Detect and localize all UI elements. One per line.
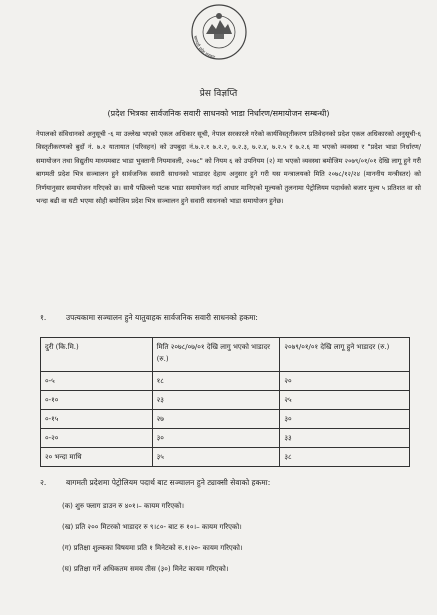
- table-header-cell: २०७९/०१/०१ देखि लागू हुने भाडादर (रु.): [280, 338, 410, 372]
- table-row: [41, 391, 410, 410]
- table-cell: २५: [280, 391, 410, 410]
- table-header-row: [41, 338, 410, 372]
- table-cell: ३५: [152, 448, 280, 467]
- table-cell: ३०: [280, 410, 410, 429]
- paragraph-text: नेपालको संविधानको अनुसूची -६ मा उल्लेख भएको एकल अधिकार सूची, नेपाल सरकारले गरेको कार्यविस्तृतीकरण प्रतिवेदनको प्रदेश एकल अधिकारको अनुसूची-६ विस्तृतीकरणको बुदाँ नं. ७.२ यातायात (परिवहन) को उपबुदा नं.७.२.१ ७.२.२, ७.२.३, ७.२.४, ७.२.५ र ७.२.६ मा भएको व्यवस्था र "प्रदेश भाडा निर्धारण/समायोजन तथा विद्युतीय माध्यमबाट भाडा भुक्तानी नियमावली, २०७८" को नियम ६ को उपनियम (२) मा भएको व्यवस्था बमोजिम २०७९/०१/०१ देखि लागू हुने गरी बागमती प्रदेश भित्र सञ्चालन हुने सार्वजनिक सवारी साधनको भाडादर देहाय अनुसार हुने गरी यस मन्त्रालयको मिति २०७८/१२/२४ (माननीय मन्त्रीस्तर) को निर्णयानुसार समायोजन गरिएको छ। साथै पछिल्लो पटक भाडा समायोजन गर्दा आधार मानिएको मूल्यको तुलनामा पेट्रोलियम पदार्थको बजार मूल्य ५ प्रतिशत वा सो भन्दा बढी वा घटी भएमा सोही बमोजिम प्रदेश भित्र सञ्चालन हुने सवारी साधनको भाडा समायोजन हुनेछ।: [36, 130, 421, 206]
- section-1-heading: उपत्यकामा सञ्चालन हुने यातुवाहक सार्वजनिक सवारी साधनको हकमा:: [66, 313, 258, 322]
- body-paragraph: [36, 128, 421, 208]
- table-cell: २७: [152, 410, 280, 429]
- table-cell: ०-१५: [41, 410, 153, 429]
- fare-table: [40, 337, 410, 467]
- table-header-cell: दुरी (कि.मि.): [41, 338, 153, 372]
- subject-line: (प्रदेश भित्रका सार्वजनिक सवारी साधनको भाडा निर्धारण/समायोजन सम्बन्धी): [107, 109, 330, 118]
- list-item: (ग) प्रतिक्षा शुल्कका विषयमा प्रति १ मिनेटको रु.१।२०- कायम गरिएको।: [62, 544, 243, 552]
- government-seal-icon: [186, 4, 252, 66]
- list-item: (क) शुरु फ्लाग डाउन रु ४०१।– कायम गरिएको।: [62, 502, 184, 510]
- table-row: [41, 410, 410, 429]
- taxi-fare-list: [62, 496, 243, 580]
- table-row: [41, 429, 410, 448]
- table-cell: २० भन्दा माथि: [41, 448, 153, 467]
- table-cell: २३: [152, 391, 280, 410]
- table-cell: ०-१०: [41, 391, 153, 410]
- table-cell: ०-२०: [41, 429, 153, 448]
- section-2-heading: बागमती प्रदेशमा पेट्रोलियम पदार्थ बाट सञ्चालन हुने ट्याक्सी सेवाको हकमा:: [66, 478, 271, 487]
- seal-text: बागमती प्रदेश सरकार: [193, 35, 216, 60]
- table-cell: ३८: [280, 448, 410, 467]
- section-2-number: २.: [40, 478, 47, 487]
- table-row: [41, 372, 410, 391]
- government-seal-logo: [186, 4, 252, 66]
- table-header-cell: मिति २०७८/०७/०१ देखि लागु भएको भाडादर (रु.): [152, 338, 280, 372]
- table-cell: २०: [280, 372, 410, 391]
- table-row: [41, 448, 410, 467]
- list-item: (घ) प्रतिक्षा गर्ने अधिकतम समय तीस (३०) मिनेट कायम गरिएको।: [62, 565, 229, 573]
- list-item: (ख) प्रति २०० मिटरको भाडादर रु ९।८०- बाट रु १०।– कायम गरिएको।: [62, 523, 242, 531]
- section-1-number: १.: [40, 313, 47, 322]
- table-cell: ३०: [152, 429, 280, 448]
- table-cell: १८: [152, 372, 280, 391]
- table-cell: ३३: [280, 429, 410, 448]
- page-title: प्रेस विज्ञप्ति: [199, 89, 238, 99]
- table-cell: ०-५: [41, 372, 153, 391]
